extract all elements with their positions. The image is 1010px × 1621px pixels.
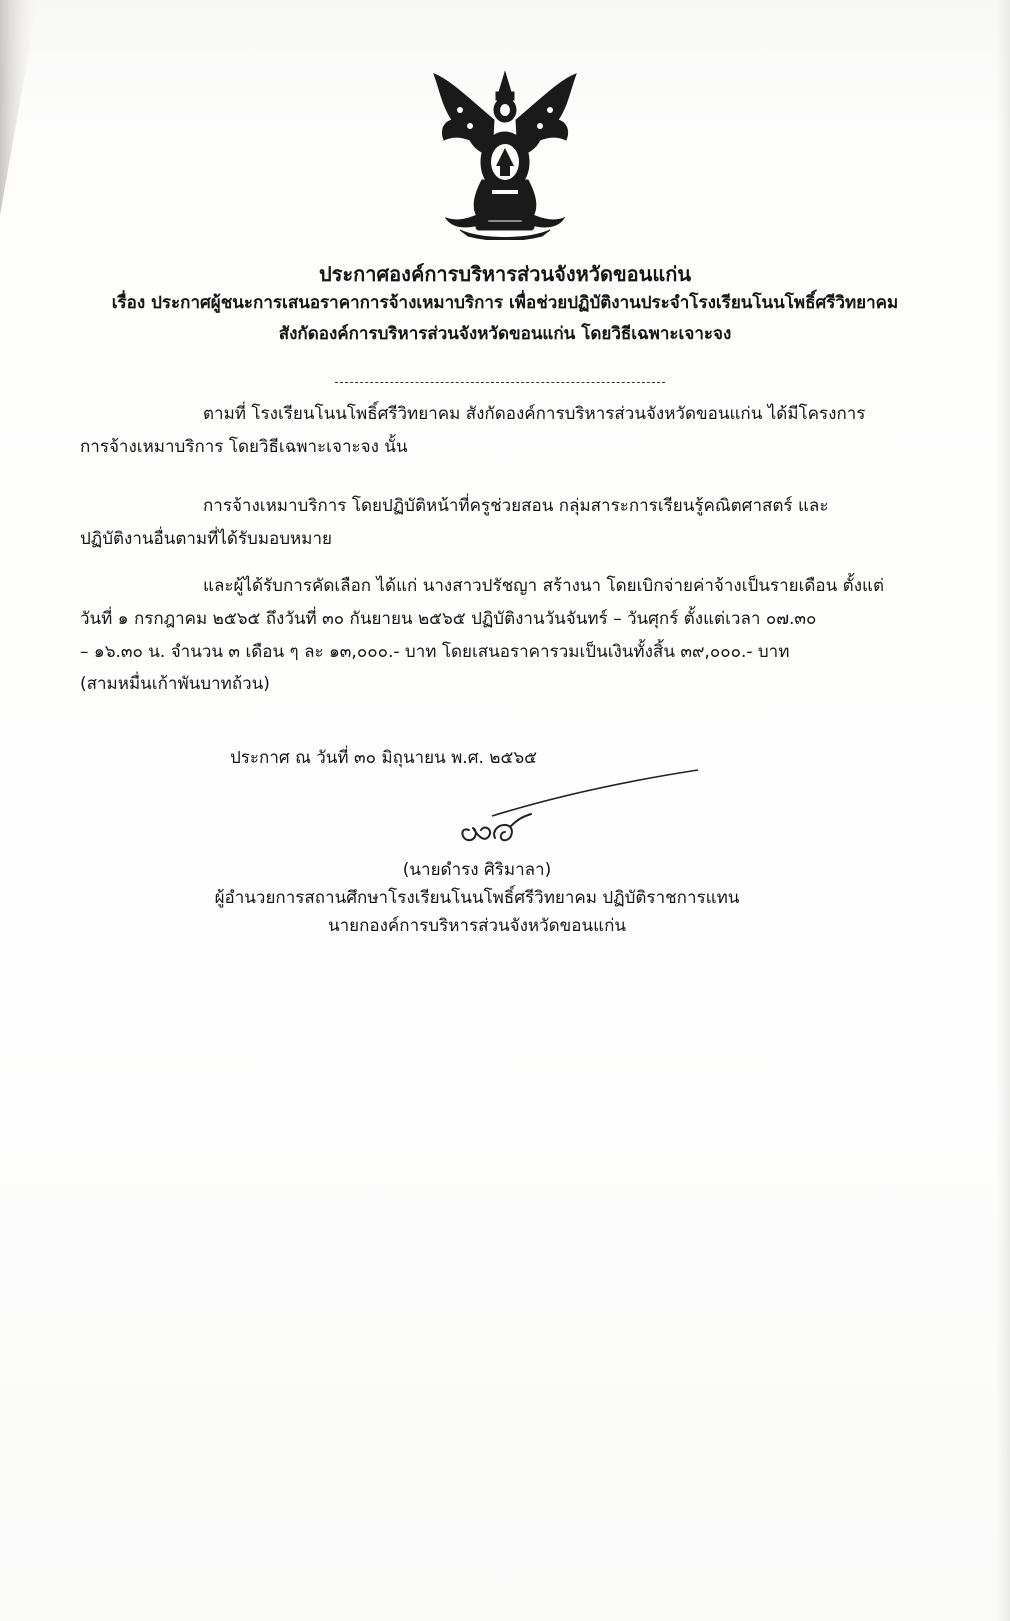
subject-line-1: เรื่อง ประกาศผู้ชนะการเสนอราคาการจ้างเหมาบริการ เพื่อช่วยปฏิบัติงานประจำโรงเรียนโนนโพธิ์ศรีวิทยาคม <box>111 293 899 313</box>
announce-date: ประกาศ ณ วันที่ ๓๐ มิถุนายน พ.ศ. ๒๕๖๕ <box>230 748 538 768</box>
signature-mark-icon <box>455 808 535 848</box>
announcement-title: ประกาศองค์การบริหารส่วนจังหวัดขอนแก่น <box>318 262 692 286</box>
page-curl-shadow <box>0 0 40 220</box>
signer-position-2: นายกองค์การบริหารส่วนจังหวัดขอนแก่น <box>328 916 626 936</box>
title-divider <box>335 382 665 383</box>
signer-position-1: ผู้อำนวยการสถานศึกษาโรงเรียนโนนโพธิ์ศรีวิทยาคม ปฏิบัติราชการแทน <box>214 888 740 908</box>
paragraph-3-line-1: และผู้ได้รับการคัดเลือก ได้แก่ นางสาวปรัชญา สร้างนา โดยเบิกจ่ายค่าจ้างเป็นรายเดือน ตั้งแต่ <box>203 576 884 596</box>
paragraph-1-line-1: ตามที่ โรงเรียนโนนโพธิ์ศรีวิทยาคม สังกัดองค์การบริหารส่วนจังหวัดขอนแก่น ได้มีโครงการ <box>203 404 866 424</box>
paragraph-1-line-2: การจ้างเหมาบริการ โดยวิธีเฉพาะเจาะจง นั้น <box>80 437 408 457</box>
paragraph-3-line-2: วันที่ ๑ กรกฎาคม ๒๕๖๕ ถึงวันที่ ๓๐ กันยายน ๒๕๖๕ ปฏิบัติงานวันจันทร์ – วันศุกร์ ตั้งแต่เวลา ๐๗.๓๐ <box>80 609 817 629</box>
signer-name: (นายดำรง ศิริมาลา) <box>402 860 552 880</box>
garuda-emblem-icon <box>430 70 580 240</box>
paragraph-3-line-4: (สามหมื่นเก้าพันบาทถ้วน) <box>80 674 270 694</box>
subject-line-2: สังกัดองค์การบริหารส่วนจังหวัดขอนแก่น โดยวิธีเฉพาะเจาะจง <box>278 324 732 344</box>
paragraph-2-line-2: ปฏิบัติงานอื่นตามที่ได้รับมอบหมาย <box>80 529 332 549</box>
page-edge-shadow <box>996 0 1010 1621</box>
paragraph-2-line-1: การจ้างเหมาบริการ โดยปฏิบัติหน้าที่ครูช่วยสอน กลุ่มสาระการเรียนรู้คณิตศาสตร์ และ <box>203 496 829 516</box>
paragraph-3-line-3: – ๑๖.๓๐ น. จำนวน ๓ เดือน ๆ ละ ๑๓,๐๐๐.- บาท โดยเสนอราคารวมเป็นเงินทั้งสิ้น ๓๙,๐๐๐.- บาท <box>80 642 790 662</box>
